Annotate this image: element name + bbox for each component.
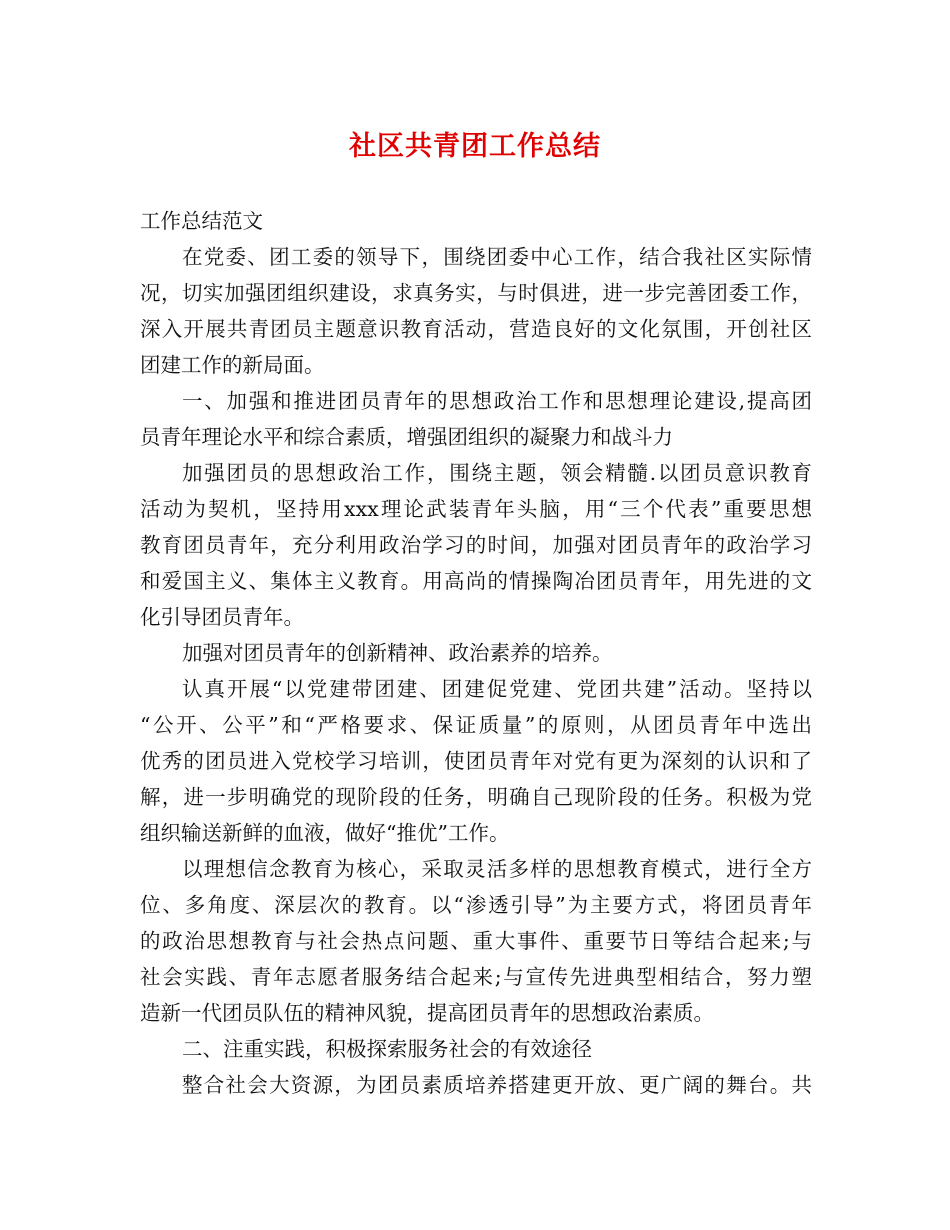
document-line: 社会实践、青年志愿者服务结合起来;与宣传先进典型相结合，努力塑 — [140, 965, 812, 989]
document-line: 化引导团员青年。 — [140, 605, 304, 629]
document-line: 组织输送新鲜的血液，做好“推优”工作。 — [140, 821, 510, 845]
document-line: 况，切实加强团组织建设，求真务实，与时俱进，进一步完善团委工作， — [140, 281, 812, 305]
document-line: 教育团员青年，充分利用政治学习的时间，加强对团员青年的政治学习 — [140, 533, 812, 557]
document-line: 团建工作的新局面。 — [140, 353, 325, 377]
document-line: 员青年理论水平和综合素质，增强团组织的凝聚力和战斗力 — [140, 425, 673, 449]
document-line: 一、加强和推进团员青年的思想政治工作和思想理论建设,提高团 — [182, 389, 812, 413]
document-line: 和爱国主义、集体主义教育。用高尚的情操陶冶团员青年，用先进的文 — [140, 569, 812, 593]
document-line: 活动为契机，坚持用xxx理论武装青年头脑，用“三个代表”重要思想 — [140, 497, 812, 521]
document-line: 加强对团员青年的创新精神、政治素养的培养。 — [182, 641, 613, 665]
document-line: 加强团员的思想政治工作，围绕主题，领会精髓.以团员意识教育 — [182, 461, 812, 485]
document-line: 整合社会大资源，为团员素质培养搭建更开放、更广阔的舞台。共 — [182, 1073, 812, 1097]
document-line: 的政治思想教育与社会热点问题、重大事件、重要节日等结合起来;与 — [140, 929, 812, 953]
document-line: 在党委、团工委的领导下，围绕团委中心工作，结合我社区实际情 — [182, 245, 812, 269]
document-line: 造新一代团员队伍的精神风貌，提高团员青年的思想政治素质。 — [140, 1001, 714, 1025]
document-line: 位、多角度、深层次的教育。以“渗透引导”为主要方式，将团员青年 — [140, 893, 812, 917]
document-line: 解，进一步明确党的现阶段的任务，明确自己现阶段的任务。积极为党 — [140, 785, 812, 809]
document-title: 社区共青团工作总结 — [349, 131, 601, 162]
document-line: 深入开展共青团员主题意识教育活动，营造良好的文化氛围，开创社区 — [140, 317, 812, 341]
document-line: 认真开展“以党建带团建、团建促党建、党团共建”活动。坚持以 — [182, 677, 812, 701]
document-line: 优秀的团员进入党校学习培训，使团员青年对党有更为深刻的认识和了 — [140, 749, 812, 773]
document-line: 以理想信念教育为核心，采取灵活多样的思想教育模式，进行全方 — [182, 857, 812, 881]
document-line: 二、注重实践，积极探索服务社会的有效途径 — [182, 1037, 592, 1061]
document-line: “公开、公平”和“严格要求、保证质量”的原则，从团员青年中选出 — [140, 713, 812, 737]
document-line: 工作总结范文 — [140, 209, 263, 233]
